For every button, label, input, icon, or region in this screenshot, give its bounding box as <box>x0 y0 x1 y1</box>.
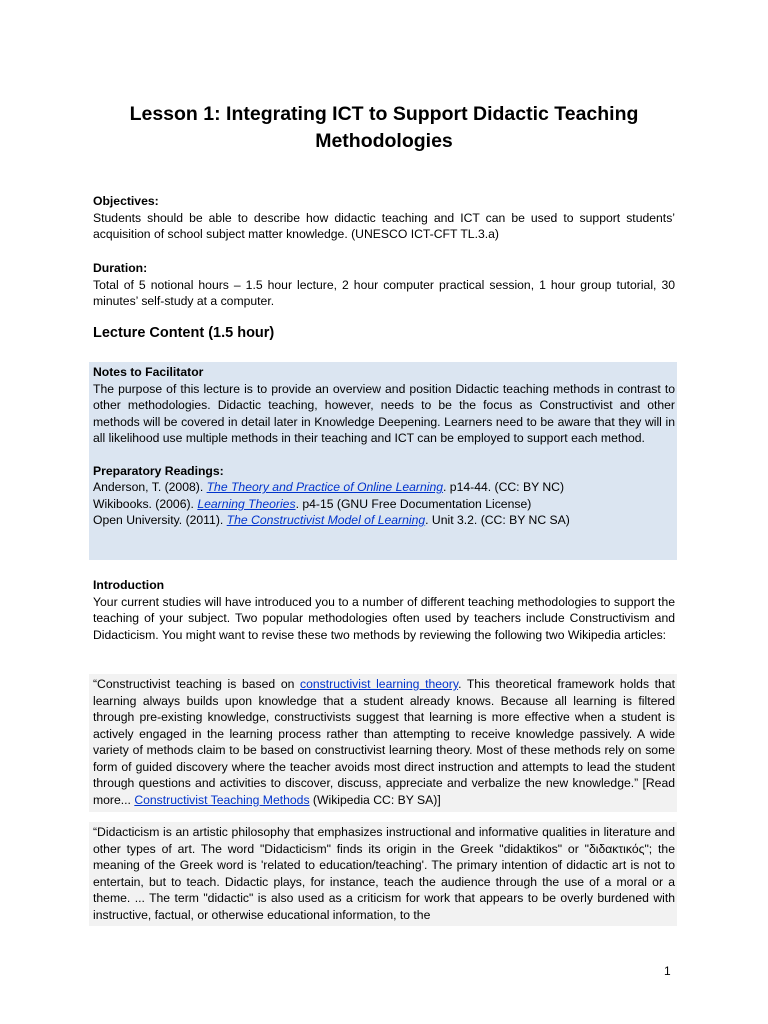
reading-citation: Anderson, T. (2008). <box>93 480 207 494</box>
notes-text: The purpose of this lecture is to provide an overview and position Didactic teaching methods in contrast to other methodologies. Didactic teaching, however, needs to be the focus as Constructivist and other methods will be covered in detail later in Knowledge Deepening. Learners need to be aware that they will in all likelihood use multiple methods in their teaching and ICT can be employed to support each method. <box>93 381 675 445</box>
didacticism-quote-text: “Didacticism is an artistic philosophy that emphasizes instructional and informative qualities in literature and other types of art. The word "Didacticism" finds its origin in the Greek "didaktikos" or "διδακτικός"; the meaning of the Greek word is 'related to education/teaching'. The primary intention of didactic art is not to entertain, but to teach. Didactic plays, for instance, teach the audience through the use of a moral or a theme. ... The term "didactic" is also used as a criticism for work that appears to be overly burdened with instructive, factual, or otherwise educational information, to the <box>93 825 675 922</box>
lecture-content-heading: Lecture Content (1.5 hour) <box>93 325 275 341</box>
duration-heading: Duration: <box>93 261 148 275</box>
reading-details: . p14-44. (CC: BY NC) <box>443 480 565 494</box>
objectives-text: Students should be able to describe how didactic teaching and ICT can be used to support students’ acquisition of school subject matter knowledge. (UNESCO ICT-CFT TL.3.a) <box>93 210 675 241</box>
reading-details: . p4-15 (GNU Free Documentation License) <box>295 496 532 511</box>
introduction-heading: Introduction <box>93 578 165 592</box>
constructivist-methods-link[interactable]: Constructivist Teaching Methods <box>134 792 310 807</box>
objectives-heading: Objectives: <box>93 194 159 208</box>
quote-text: “Constructivist teaching is based on <box>93 677 301 691</box>
quote-text: . This theoretical framework holds that learning always builds upon knowledge that a student already knows. Because all learning is filtered through pre-existing knowledge, constructivists suggest that learning is more effective when a student is actively engaged in the learning process rather than attempting to receive knowledge passively. A wide variety of methods claim to be based on constructivist learning theory. Most of these methods rely on some form of guided discovery where the teacher avoids most direct instruction and attempts to lead the student through questions and activities to discover, discuss, appreciate and verbalize the new knowledge.” [Read more... <box>93 677 675 807</box>
quote-attribution: (Wikipedia CC: BY SA)] <box>309 792 441 807</box>
page-title: Lesson 1: Integrating ICT to Support Didactic Teaching Methodologies <box>129 103 639 152</box>
reading-link[interactable]: The Theory and Practice of Online Learning <box>206 480 444 494</box>
constructivist-quote <box>89 674 677 812</box>
reading-item <box>93 479 675 496</box>
reading-item <box>93 496 675 513</box>
objectives-section <box>93 193 675 243</box>
didacticism-quote <box>89 822 677 926</box>
notes-to-facilitator-box <box>89 362 677 560</box>
introduction-section <box>93 577 675 643</box>
reading-details: . Unit 3.2. (CC: BY NC SA) <box>425 513 570 527</box>
introduction-text: Your current studies will have introduced you to a number of different teaching methodologies to support the teaching of your subject. Two popular methodologies often used by teachers include Constructivism and Didacticism. You might want to revise these two methods by reviewing the following two Wikipedia articles: <box>93 594 675 642</box>
reading-link[interactable]: Learning Theories <box>197 496 296 511</box>
notes-heading: Notes to Facilitator <box>93 365 204 379</box>
reading-citation: Open University. (2011). <box>93 513 227 527</box>
reading-link[interactable]: The Constructivist Model of Learning <box>226 513 426 527</box>
readings-heading: Preparatory Readings: <box>93 463 224 478</box>
duration-section <box>93 260 675 310</box>
page-number: 1 <box>664 964 671 978</box>
constructivist-theory-link[interactable]: constructivist learning theory <box>300 677 459 691</box>
reading-citation: Wikibooks. (2006). <box>93 496 198 511</box>
reading-item <box>93 512 675 529</box>
duration-text: Total of 5 notional hours – 1.5 hour lecture, 2 hour computer practical session, 1 hour group tutorial, 30 minutes’ self-study at a computer. <box>93 277 675 308</box>
